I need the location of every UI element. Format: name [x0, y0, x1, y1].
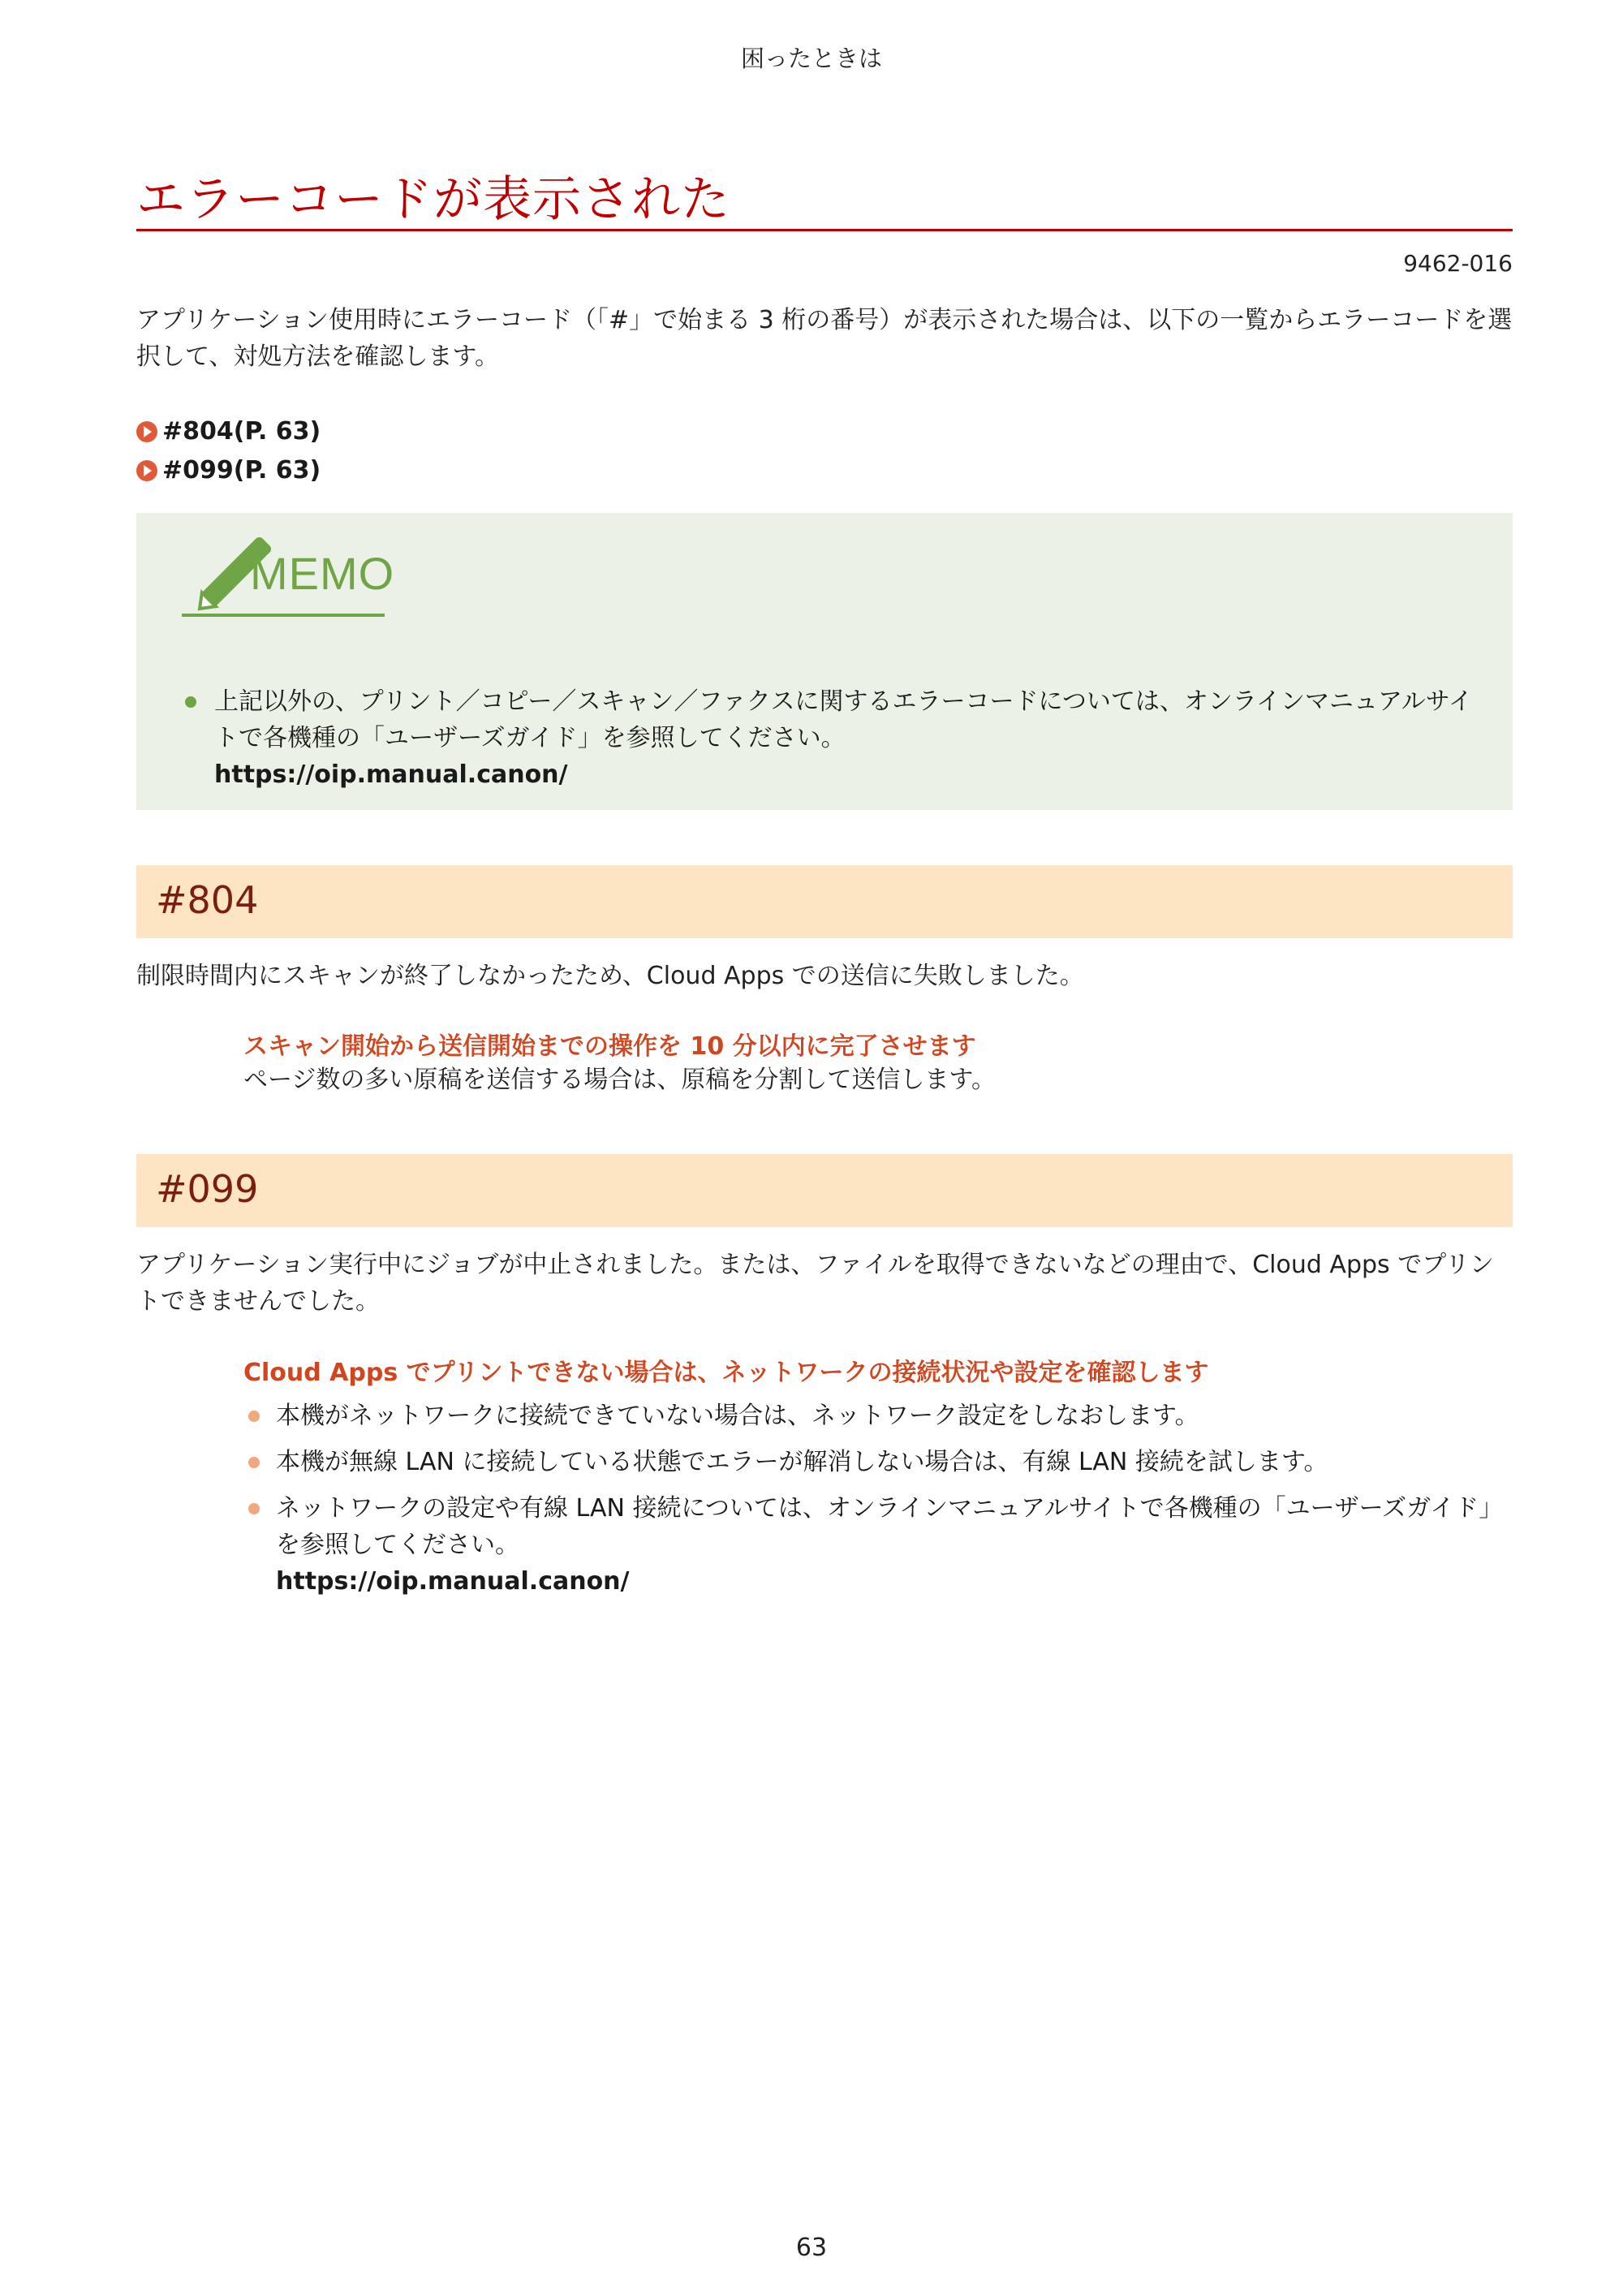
section-code: #804 [156, 878, 259, 922]
memo-box [136, 513, 1513, 810]
list-item [276, 1398, 1513, 1434]
section-header-804 [136, 865, 1513, 938]
list-item [276, 1490, 1513, 1600]
link-label[interactable]: #099(P. 63) [162, 456, 321, 485]
arrow-right-icon [136, 460, 157, 481]
intro-paragraph: アプリケーション使用時にエラーコード（「#」で始まる 3 桁の番号）が表示された場合は、以下の一覧からエラーコードを選択して、対処方法を確認します。 [136, 306, 1513, 371]
memo-list-item [214, 683, 1480, 793]
bullet-icon [248, 1457, 260, 1468]
list-item-text: ネットワークの設定や有線 LAN 接続については、オンラインマニュアルサイトで各機種の「ユーザーズガイド」を参照してください。 [276, 1494, 1504, 1559]
link-label[interactable]: #804(P. 63) [162, 417, 321, 446]
action-title-804: スキャン開始から送信開始までの操作を 10 分以内に完了させます [243, 1032, 976, 1061]
section-description-804: 制限時間内にスキャンが終了しなかったため、Cloud Apps での送信に失敗しました。 [136, 962, 1084, 990]
list-item-text: 本機がネットワークに接続できていない場合は、ネットワーク設定をしなおします。 [276, 1402, 1199, 1430]
arrow-right-icon [136, 421, 157, 442]
bullet-icon [185, 696, 196, 708]
document-id: 9462-016 [1403, 250, 1513, 277]
action-title-099: Cloud Apps でプリントできない場合は、ネットワークの接続状況や設定を確認します [243, 1359, 1209, 1387]
page-number: 63 [795, 2234, 828, 2262]
title-rule [136, 229, 1513, 231]
link-099[interactable] [136, 451, 321, 490]
section-code: #099 [156, 1167, 259, 1211]
page-title: エラーコードが表示された [136, 171, 730, 228]
list-item-text: 本機が無線 LAN に接続している状態でエラーが解消しない場合は、有線 LAN 接続を試します。 [276, 1448, 1328, 1476]
bullet-icon [248, 1411, 260, 1422]
action-bullet-list [276, 1398, 1513, 1609]
action-text-804: ページ数の多い原稿を送信する場合は、原稿を分割して送信します。 [243, 1066, 996, 1094]
section-description-099: アプリケーション実行中にジョブが中止されました。または、ファイルを取得できないなどの理由で、Cloud Apps でプリントできませんでした。 [136, 1251, 1495, 1316]
memo-item-text: 上記以外の、プリント／コピー／スキャン／ファクスに関するエラーコードについては、オンラインマニュアルサイトで各機種の「ユーザーズガイド」を参照してください。 [214, 687, 1473, 752]
list-item [276, 1444, 1513, 1480]
memo-label: MEMO [250, 548, 395, 599]
manual-url[interactable]: https://oip.manual.canon/ [276, 1567, 630, 1596]
memo-url[interactable]: https://oip.manual.canon/ [214, 760, 568, 789]
bullet-icon [248, 1503, 260, 1514]
link-804[interactable] [136, 412, 321, 451]
running-header: 困ったときは [740, 45, 882, 72]
section-header-099 [136, 1154, 1513, 1227]
section-links [136, 412, 321, 490]
